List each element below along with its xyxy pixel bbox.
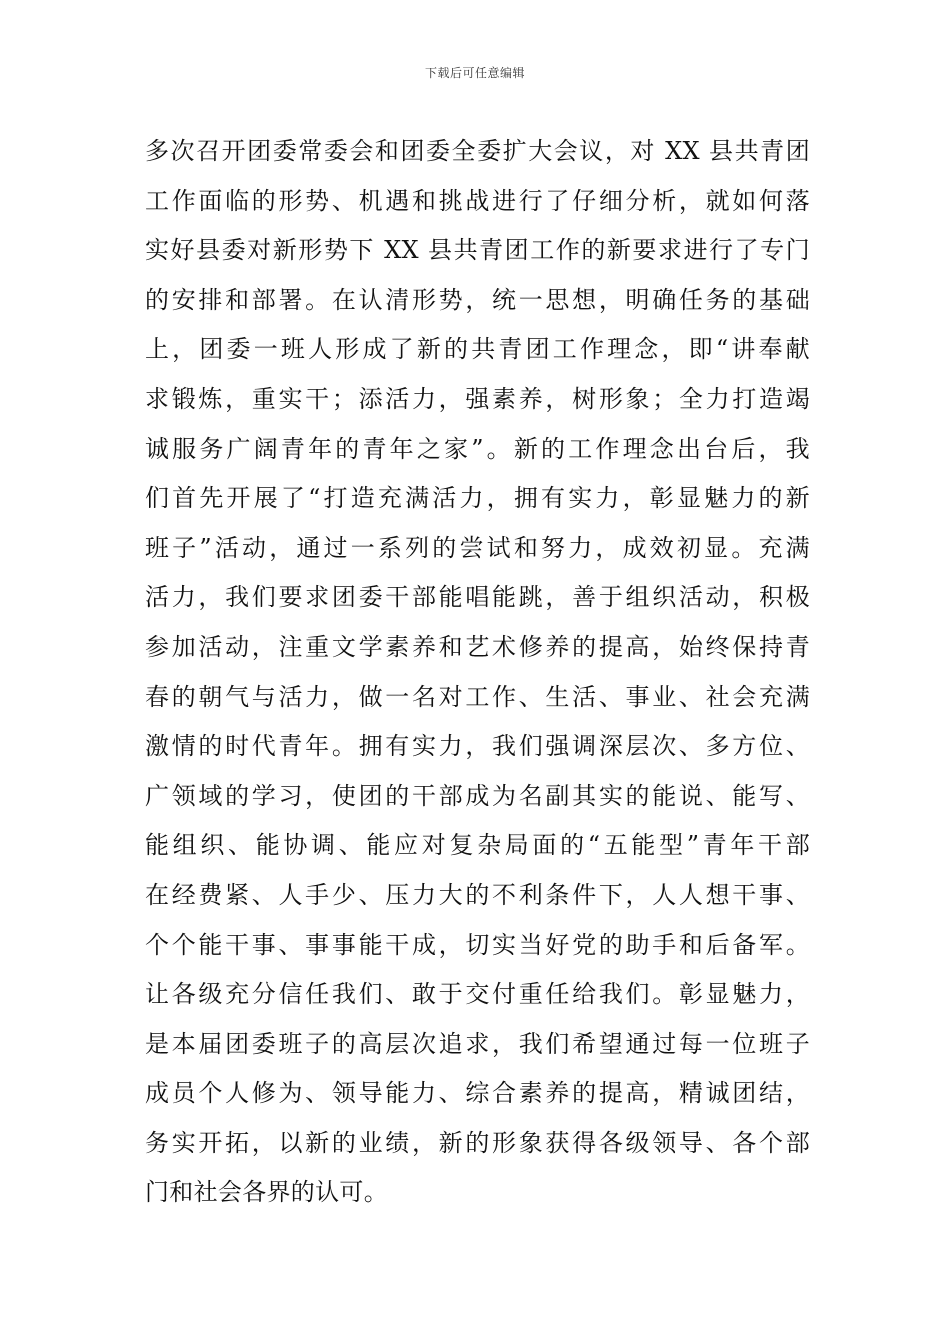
body-paragraph <box>145 127 810 1218</box>
text-line: 们首先开展了“打造充满活力，拥有实力，彰显魅力的新 <box>145 484 810 513</box>
text-line: 务实开拓，以新的业绩，新的形象获得各级领导、各个部 <box>145 1128 810 1157</box>
text-line: 多次召开团委常委会和团委全委扩大会议，对 XX 县共青团 <box>145 137 810 165</box>
text-line: 个个能干事、事事能干成，切实当好党的助手和后备军。 <box>145 930 810 959</box>
text-line: 活力，我们要求团委干部能唱能跳，善于组织活动，积极 <box>145 583 810 612</box>
text-line-last: 门和社会各界的认可。 <box>145 1178 388 1207</box>
text-line: 春的朝气与活力，做一名对工作、生活、事业、社会充满 <box>145 682 810 711</box>
text-line: 实好县委对新形势下 XX 县共青团工作的新要求进行了专门 <box>145 236 810 265</box>
text-line: 工作面临的形势、机遇和挑战进行了仔细分析，就如何落 <box>145 186 810 215</box>
text-line: 广领域的学习，使团的干部成为名副其实的能说、能写、 <box>145 781 810 810</box>
text-line: 能组织、能协调、能应对复杂局面的“五能型”青年干部 <box>145 831 810 860</box>
text-line: 求锻炼，重实干；添活力，强素养，树形象；全力打造竭 <box>145 384 810 413</box>
text-line: 参加活动，注重文学素养和艺术修养的提高，始终保持青 <box>145 632 810 661</box>
text-line: 成员个人修为、领导能力、综合素养的提高，精诚团结， <box>145 1079 810 1108</box>
page-header: 下载后可任意编辑 <box>424 66 525 80</box>
text-line: 上，团委一班人形成了新的共青团工作理念，即“讲奉献 <box>145 335 810 364</box>
text-line: 在经费紧、人手少、压力大的不利条件下，人人想干事、 <box>145 880 810 909</box>
text-line: 班子”活动，通过一系列的尝试和努力，成效初显。充满 <box>145 533 810 562</box>
text-line: 是本届团委班子的高层次追求，我们希望通过每一位班子 <box>145 1029 810 1058</box>
text-line: 激情的时代青年。拥有实力，我们强调深层次、多方位、 <box>145 732 810 761</box>
text-line: 的安排和部署。在认清形势，统一思想，明确任务的基础 <box>145 285 810 314</box>
text-line: 让各级充分信任我们、敢于交付重任给我们。彰显魅力， <box>145 980 810 1009</box>
text-line: 诚服务广阔青年的青年之家”。新的工作理念出台后，我 <box>145 434 810 463</box>
